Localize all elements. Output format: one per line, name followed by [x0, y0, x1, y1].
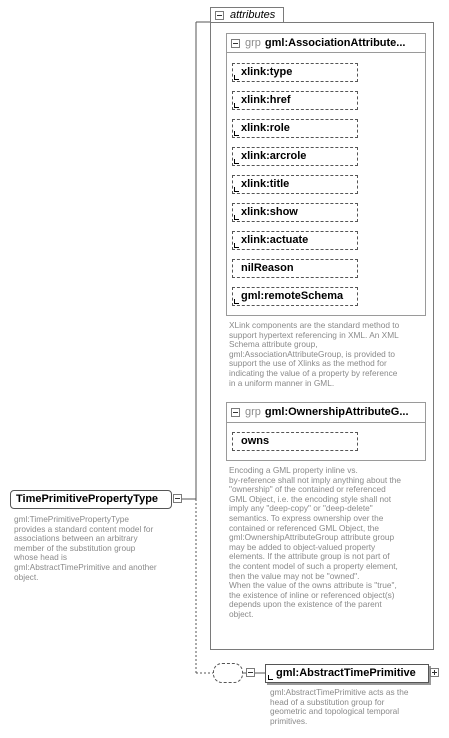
collapse-icon[interactable]	[173, 494, 182, 503]
attribute-xlink-show[interactable]	[232, 203, 358, 222]
attribute-label: owns	[241, 435, 270, 447]
attribute-xlink-title[interactable]	[232, 175, 358, 194]
attribute-xlink-type[interactable]	[232, 63, 358, 82]
type-description: gml:TimePrimitivePropertyType provides a standard content model for associations between an arbitrary member of the substitution group whose head is gml:AbstractTimePrimitive and another object.	[14, 514, 157, 582]
group-prefix: grp	[245, 406, 261, 418]
attribute-xlink-href[interactable]	[232, 91, 358, 110]
divider	[226, 422, 426, 423]
association-attribute-group-note: XLink components are the standard method to support hypertext referencing in XML. An XML Schema attribute group, gml:AssociationAttributeGroup, is provided to support the use of Xlinks as the method for indicating the value of a property by reference in a uniform manner in GML.	[229, 320, 400, 388]
reference-icon	[234, 75, 239, 80]
attribute-label: xlink:actuate	[241, 234, 309, 246]
attribute-label: xlink:type	[241, 66, 293, 78]
collapse-icon[interactable]	[231, 39, 240, 48]
ownership-attribute-group-note: Encoding a GML property inline vs. by-reference shall not imply anything about the "ownership" of the contained or referenced GML Object, i.e. the encoding style shall not imply any "deep-copy" or "deep-delete" semantics. To express ownership over the contained or referenced GML Object, the gml:OwnershipAttributeGroup attribute group may be added to object-valued property elements. If the attribute group is not part of the content model of such a property element, then the value may not be "owned". When the value of the owns attribute is "true", the existence of inline or referenced object(s) depends upon the existence of the parent object.	[229, 465, 402, 619]
attribute-xlink-arcrole[interactable]	[232, 147, 358, 166]
collapse-icon[interactable]	[215, 11, 224, 20]
divider	[226, 52, 426, 53]
attributes-label: attributes	[230, 9, 276, 21]
association-attribute-group-header[interactable]	[245, 37, 405, 49]
collapse-icon[interactable]	[246, 668, 255, 677]
attribute-label: gml:remoteSchema	[241, 290, 344, 302]
attributes-tab[interactable]	[210, 7, 284, 23]
group-name: gml:OwnershipAttributeG...	[264, 406, 409, 418]
attribute-label: xlink:href	[241, 94, 291, 106]
reference-icon	[234, 299, 239, 304]
element-name: gml:AbstractTimePrimitive	[276, 667, 416, 679]
reference-icon	[234, 103, 239, 108]
sequence-compositor[interactable]	[213, 663, 243, 683]
attribute-label: xlink:arcrole	[241, 150, 307, 162]
attribute-label: xlink:show	[241, 206, 298, 218]
collapse-icon[interactable]	[231, 408, 240, 417]
reference-icon	[234, 215, 239, 220]
reference-icon	[234, 187, 239, 192]
reference-icon	[268, 675, 273, 680]
attribute-xlink-actuate[interactable]	[232, 231, 358, 250]
reference-icon	[234, 243, 239, 248]
reference-icon	[234, 159, 239, 164]
attribute-nilreason[interactable]	[232, 259, 358, 278]
type-name: TimePrimitivePropertyType	[16, 493, 159, 505]
attribute-gml-remoteschema[interactable]	[232, 287, 358, 306]
time-primitive-property-type-node[interactable]	[10, 490, 172, 509]
ownership-attribute-group-header[interactable]	[245, 406, 409, 418]
group-prefix: grp	[245, 37, 261, 49]
attribute-xlink-role[interactable]	[232, 119, 358, 138]
attribute-label: nilReason	[241, 262, 294, 274]
attribute-label: xlink:title	[241, 178, 290, 190]
reference-icon	[234, 131, 239, 136]
abstract-time-primitive-element[interactable]	[265, 664, 429, 683]
attribute-owns[interactable]	[232, 432, 358, 451]
element-description: gml:AbstractTimePrimitive acts as the head of a substitution group for geometric and topological temporal primitives.	[270, 687, 409, 726]
expand-icon[interactable]	[430, 668, 439, 677]
attribute-label: xlink:role	[241, 122, 290, 134]
group-name: gml:AssociationAttribute...	[264, 37, 406, 49]
